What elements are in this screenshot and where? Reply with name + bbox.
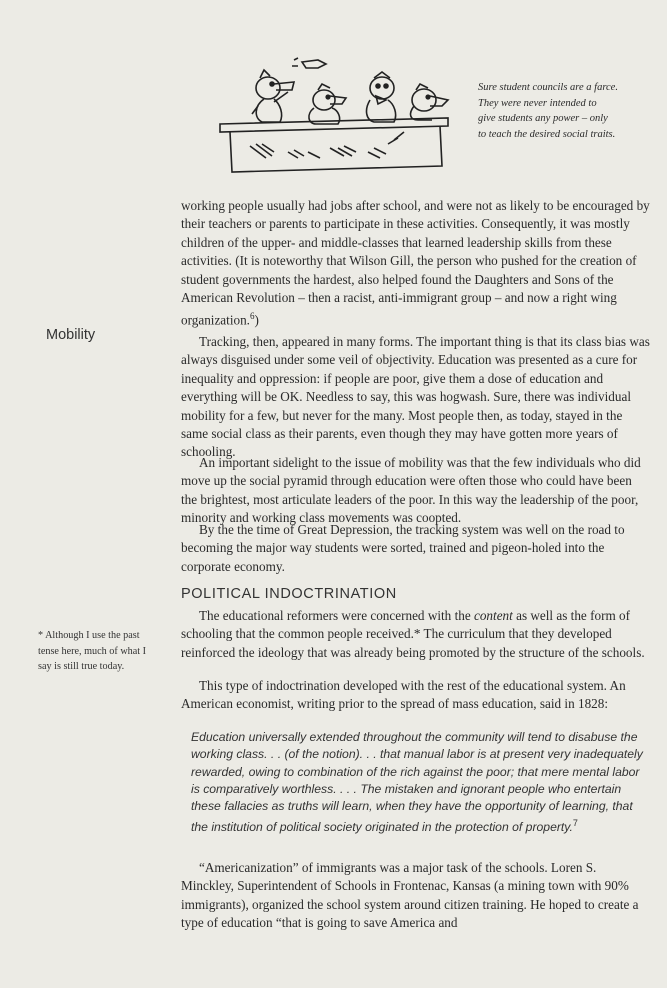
paragraph-text: An important sidelight to the issue of mobility was that the few individuals who did move up the social pyramid through education were often those who could have been the brightest, most articulate leaders of the poor. In this way the leadership of the poor, minority and working class movements was coopted. xyxy=(181,455,641,526)
footnote-line: tense here, much of what I xyxy=(38,645,147,657)
paragraph xyxy=(181,333,651,462)
paragraph xyxy=(181,607,651,662)
margin-footnote xyxy=(38,628,178,675)
caption-line: to teach the desired social traits. xyxy=(478,128,616,140)
footnote-ref: 6 xyxy=(249,311,255,322)
paragraph-text: working people usually had jobs after school, and were not as likely to be encouraged by their teachers or parents to participate in these activities. Consequently, it was mostly children of the upper- and middle-classes that learned leadership skills from these activities. (It is noteworthy that Wilson Gill, the person who pushed for the creation of student governments the hardest, also helped found the Daughters and Sons of the American Revolution – then a racist, anti-immigrant group – and now a right wing organization. xyxy=(181,198,650,328)
caption-line: They were never intended to xyxy=(478,97,597,109)
paragraph-text: as well as the form of schooling that the common people received.* The curriculum that they developed reinforced the ideology that was already being promoted by the structure of the schools. xyxy=(181,608,645,660)
margin-heading-mobility: Mobility xyxy=(46,327,96,343)
paragraph xyxy=(181,859,651,933)
paragraph xyxy=(181,677,651,714)
cartoon-ducks-icon xyxy=(218,48,450,176)
quote-text: Education universally extended throughout the community will tend to disabuse the working class. . . (of the notion). . . that manual labor is at present very inadequately rewarded, owing to combination of the rich against the poor; that mere mental labor is comparatively worthless. . . . The mistaken and ignorant people who entertain these fallacies as truths will learn, when they have the opportunity of learning, that the institution of political society originated in the protection of property. xyxy=(191,730,643,835)
footnote-ref: 7 xyxy=(572,818,578,829)
paragraph-text: Tracking, then, appeared in many forms. The important thing is that its class bias was always disguised under some veil of objectivity. Education was presented as a cure for inequality and oppression: if people are poor, give them a dose of education and everything will be OK. Needless to say, this was hogwash. Sure, there was individual mobility for a few, but never for the many. Most people then, as today, stayed in the same social class as their parents, even though they may have gotten more years of schooling. xyxy=(181,334,650,460)
caption-line: Sure student councils are a farce. xyxy=(478,82,618,93)
paragraph xyxy=(181,197,651,330)
illustration-caption xyxy=(478,80,658,142)
paragraph-text-end: ) xyxy=(254,312,259,328)
emphasis-text: content xyxy=(473,608,513,623)
footnote-line: say is still true today. xyxy=(38,661,125,673)
section-heading: POLITICAL INDOCTRINATION xyxy=(181,586,397,602)
paragraph-text: By the the time of Great Depression, the tracking system was well on the road to becoming the major way students were sorted, trained and pigeon-holed into the corporate economy. xyxy=(181,522,625,574)
paragraph-text: The educational reformers were concerned with the xyxy=(199,608,474,623)
paragraph xyxy=(181,521,651,576)
paragraph-text: “Americanization” of immigrants was a major task of the schools. Loren S. Minckley, Superintendent of Schools in Frontenac, Kansas (a mining town with 90% immigrants), organized the school system around citizen training. He hoped to create a type of education “that is going to save America and xyxy=(181,860,639,931)
footnote-line: * Although I use the past xyxy=(38,630,140,641)
block-quote xyxy=(191,729,651,837)
paragraph-text: This type of indoctrination developed with the rest of the educational system. An American economist, writing prior to the spread of mass education, said in 1828: xyxy=(181,678,626,712)
paragraph xyxy=(181,454,651,528)
caption-line: give students any power – only xyxy=(478,113,608,124)
